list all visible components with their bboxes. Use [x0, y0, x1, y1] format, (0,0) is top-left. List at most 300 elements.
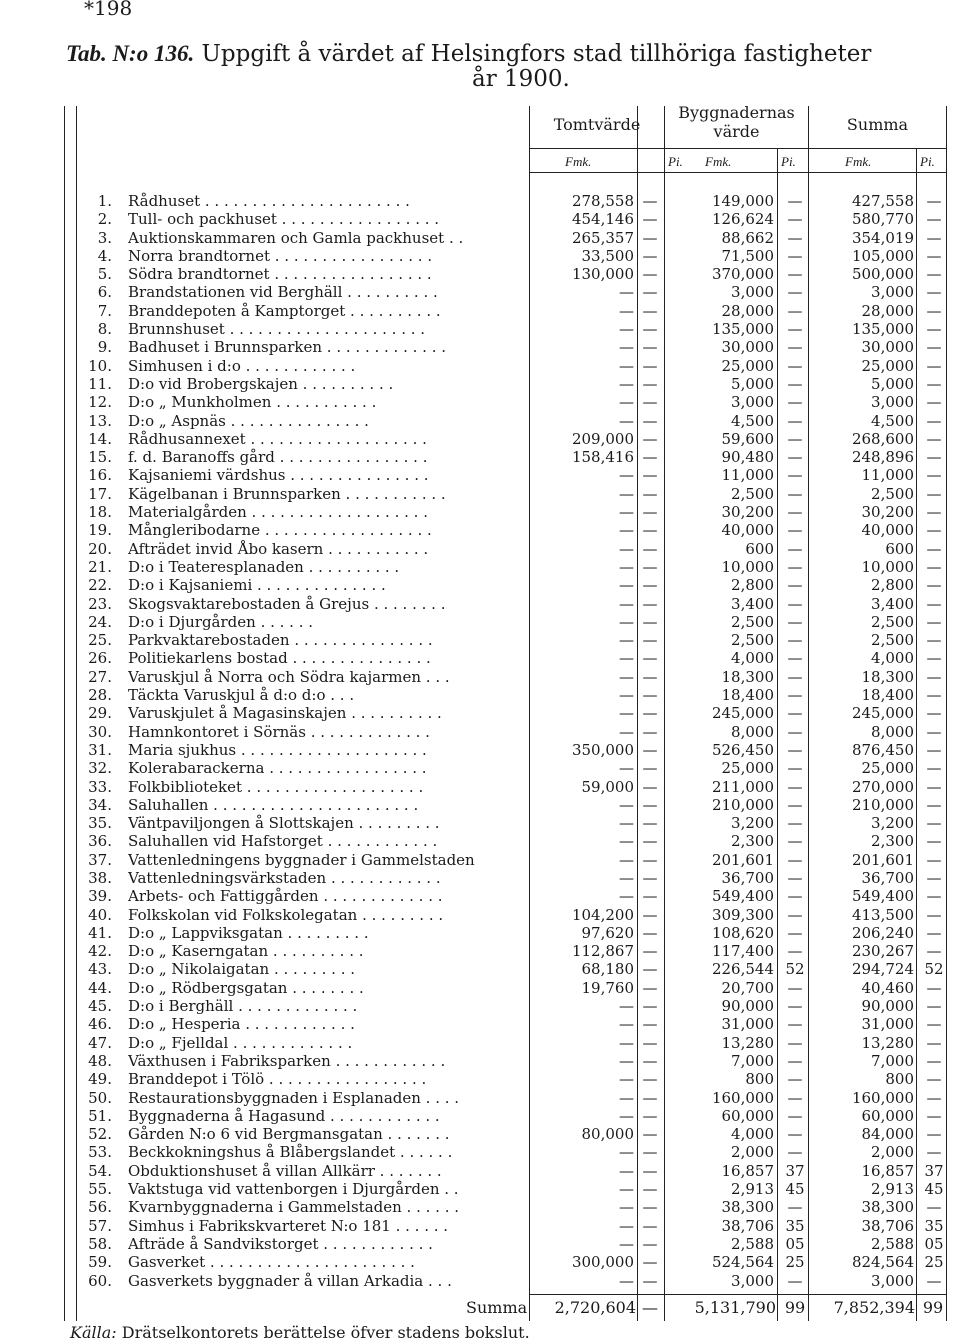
byggnader-pi: —: [787, 448, 803, 467]
tomtvarde-fmk: —: [619, 1070, 634, 1089]
row-number: 41.: [88, 923, 112, 942]
summa-fmk: 8,000: [871, 722, 914, 741]
header-byggnadernas: Byggnadernas: [678, 103, 795, 122]
byggnader-fmk: 524,564: [711, 1253, 774, 1272]
summa-pi: —: [926, 612, 942, 631]
property-name: Väntpaviljongen å Slottskajen . . . . . . . . .: [128, 814, 440, 833]
table-row: [0, 1180, 960, 1198]
property-name: Beckkokningshus å Blåbergslandet . . . . . .: [128, 1143, 453, 1162]
summa-pi: —: [926, 539, 942, 558]
row-number: 39.: [88, 887, 112, 906]
table-row: [0, 778, 960, 796]
table-row: [0, 814, 960, 832]
tomtvarde-pi: —: [642, 557, 658, 576]
tomtvarde-pi: —: [642, 466, 658, 485]
table-row: [0, 1217, 960, 1235]
summa-fmk: 84,000: [861, 1125, 914, 1144]
summa-fmk: 2,500: [871, 484, 914, 503]
byggnader-fmk: 3,200: [731, 814, 774, 833]
summa-pi: —: [926, 667, 942, 686]
byggnader-fmk: 108,620: [711, 923, 774, 942]
summa-tomt-pi: —: [642, 1298, 658, 1317]
byggnader-fmk: 13,280: [721, 1033, 774, 1052]
byggnader-fmk: 2,300: [731, 832, 774, 851]
table-row: [0, 1272, 960, 1290]
tomtvarde-fmk: 158,416: [571, 448, 634, 467]
byggnader-fmk: 2,500: [731, 631, 774, 650]
summa-fmk: 427,558: [851, 192, 914, 210]
property-name: Norra brandtornet . . . . . . . . . . . . . . . . .: [128, 246, 433, 265]
summa-pi: —: [926, 301, 942, 320]
row-number: 5.: [97, 265, 112, 284]
property-name: Arbets- och Fattiggården . . . . . . . . . . . . .: [128, 887, 443, 906]
tomtvarde-pi: —: [642, 997, 658, 1016]
tomtvarde-pi: —: [642, 539, 658, 558]
table-row: [0, 540, 960, 558]
summa-fmk: 4,500: [871, 411, 914, 430]
tomtvarde-pi: —: [642, 1198, 658, 1217]
tomtvarde-fmk: —: [619, 1088, 634, 1107]
byggnader-pi: —: [787, 686, 803, 705]
tomtvarde-fmk: —: [619, 521, 634, 540]
property-name: Varuskjul å Norra och Södra kajarmen . . .: [128, 667, 450, 686]
tomtvarde-fmk: —: [619, 557, 634, 576]
property-name: Afträde å Sandvikstorget . . . . . . . . . . . .: [128, 1234, 433, 1253]
tomtvarde-fmk: —: [619, 283, 634, 302]
summa-fmk: 38,300: [861, 1198, 914, 1217]
summa-pi: —: [926, 868, 942, 887]
table-row: [0, 1070, 960, 1088]
property-name: Kolerabarackerna . . . . . . . . . . . . . . . . .: [128, 759, 427, 778]
tomtvarde-pi: —: [642, 631, 658, 650]
tomtvarde-pi: —: [642, 1143, 658, 1162]
tomtvarde-fmk: 33,500: [581, 246, 634, 265]
tomtvarde-pi: —: [642, 411, 658, 430]
row-number: 57.: [88, 1216, 112, 1235]
row-number: 47.: [88, 1033, 112, 1052]
summa-fmk: 3,000: [871, 393, 914, 412]
byggnader-fmk: 201,601: [711, 850, 774, 869]
byggnader-pi: —: [787, 1088, 803, 1107]
byggnader-fmk: 135,000: [711, 320, 774, 339]
byggnader-pi: —: [787, 484, 803, 503]
summa-fmk: 30,000: [861, 338, 914, 357]
summa-pi: 45: [924, 1180, 944, 1199]
row-number: 26.: [88, 649, 112, 668]
table-row: [0, 430, 960, 448]
summa-fmk: 28,000: [861, 301, 914, 320]
table-row: [0, 832, 960, 850]
summa-pi: —: [926, 246, 942, 265]
byggnader-pi: —: [787, 704, 803, 723]
tomtvarde-fmk: 454,146: [571, 210, 634, 229]
summa-fmk: 10,000: [861, 557, 914, 576]
summa-pi: 25: [924, 1253, 944, 1272]
row-number: 45.: [88, 997, 112, 1016]
row-number: 38.: [88, 868, 112, 887]
byggnader-fmk: 25,000: [721, 759, 774, 778]
summa-fmk: 3,000: [871, 283, 914, 302]
property-name: Kägelbanan i Brunnsparken . . . . . . . . . . .: [128, 484, 446, 503]
tomtvarde-pi: —: [642, 576, 658, 595]
byggnader-pi: —: [787, 631, 803, 650]
summa-fmk: 13,280: [861, 1033, 914, 1052]
summa-pi: —: [926, 429, 942, 448]
property-name: Växthusen i Fabriksparken . . . . . . . . . . . .: [128, 1051, 446, 1070]
row-number: 3.: [97, 228, 112, 247]
summa-fmk: 876,450: [851, 740, 914, 759]
table-row: [0, 1034, 960, 1052]
tomtvarde-fmk: —: [619, 814, 634, 833]
summa-fmk: 36,700: [861, 868, 914, 887]
table-row: [0, 869, 960, 887]
row-number: 22.: [88, 576, 112, 595]
tomtvarde-fmk: —: [619, 1015, 634, 1034]
row-number: 48.: [88, 1051, 112, 1070]
byggnader-pi: —: [787, 283, 803, 302]
summa-fmk: 270,000: [851, 777, 914, 796]
byggnader-fmk: 245,000: [711, 704, 774, 723]
row-number: 21.: [88, 557, 112, 576]
summa-pi: —: [926, 374, 942, 393]
summa-fmk: 18,300: [861, 667, 914, 686]
table-row: [0, 924, 960, 942]
byggnader-pi: 52: [785, 960, 805, 979]
property-name: Vattenledningsvärkstaden . . . . . . . . . . . .: [128, 868, 441, 887]
byggnader-pi: —: [787, 557, 803, 576]
byggnader-pi: —: [787, 1070, 803, 1089]
title-line-1: Uppgift å värdet af Helsingfors stad tillhöriga fastigheter: [201, 41, 872, 67]
property-name: Brunnshuset . . . . . . . . . . . . . . . . . . . . .: [128, 320, 426, 339]
unit-bygg-fmk: Fmk.: [705, 154, 732, 169]
tomtvarde-fmk: —: [619, 722, 634, 741]
row-number: 56.: [88, 1198, 112, 1217]
tomtvarde-pi: —: [642, 265, 658, 284]
summa-fmk: 16,857: [861, 1161, 914, 1180]
byggnader-fmk: 2,500: [731, 484, 774, 503]
table-row: [0, 1198, 960, 1216]
byggnader-fmk: 11,000: [721, 466, 774, 485]
property-name: Afträdet invid Åbo kasern . . . . . . . . . . .: [128, 539, 429, 558]
property-name: Saluhallen vid Hafstorget . . . . . . . . . . . .: [128, 832, 438, 851]
byggnader-pi: —: [787, 429, 803, 448]
summa-pi: —: [926, 503, 942, 522]
row-number: 16.: [88, 466, 112, 485]
row-number: 27.: [88, 667, 112, 686]
byggnader-fmk: 370,000: [711, 265, 774, 284]
summa-fmk: 30,200: [861, 503, 914, 522]
tomtvarde-fmk: 278,558: [571, 192, 634, 210]
tomtvarde-fmk: —: [619, 850, 634, 869]
tomtvarde-fmk: 80,000: [581, 1125, 634, 1144]
property-name: D:o „ Aspnäs . . . . . . . . . . . . . . .: [128, 411, 369, 430]
summa-fmk: 135,000: [851, 320, 914, 339]
property-name: Rådhusannexet . . . . . . . . . . . . . . . . . . .: [128, 429, 427, 448]
table-row: [0, 595, 960, 613]
tomtvarde-fmk: —: [619, 594, 634, 613]
byggnader-fmk: 31,000: [721, 1015, 774, 1034]
property-name: D:o vid Brobergskajen . . . . . . . . . .: [128, 374, 394, 393]
summa-pi: —: [926, 1015, 942, 1034]
byggnader-fmk: 117,400: [711, 942, 774, 961]
summa-fmk: 413,500: [851, 905, 914, 924]
tomtvarde-pi: —: [642, 448, 658, 467]
property-name: Materialgården . . . . . . . . . . . . . . . . . . .: [128, 503, 428, 522]
byggnader-fmk: 8,000: [731, 722, 774, 741]
tomtvarde-pi: —: [642, 1070, 658, 1089]
tomtvarde-fmk: —: [619, 1234, 634, 1253]
row-number: 17.: [88, 484, 112, 503]
header-varde: värde: [713, 122, 760, 141]
tomtvarde-pi: —: [642, 503, 658, 522]
summa-pi: —: [926, 356, 942, 375]
summa-fmk: 31,000: [861, 1015, 914, 1034]
unit-tomt-fmk: Fmk.: [565, 154, 592, 169]
tomtvarde-pi: —: [642, 686, 658, 705]
table-row: [0, 192, 960, 210]
tomtvarde-fmk: —: [619, 868, 634, 887]
table-row: [0, 851, 960, 869]
byggnader-pi: —: [787, 320, 803, 339]
tomtvarde-pi: —: [642, 667, 658, 686]
summa-bygg: 5,131,790: [694, 1298, 776, 1317]
row-number: 55.: [88, 1180, 112, 1199]
tomtvarde-fmk: —: [619, 887, 634, 906]
byggnader-fmk: 600: [745, 539, 774, 558]
tomtvarde-pi: —: [642, 393, 658, 412]
tomtvarde-fmk: —: [619, 484, 634, 503]
summa-pi: —: [926, 192, 942, 210]
tomtvarde-fmk: —: [619, 704, 634, 723]
tomtvarde-fmk: —: [619, 1180, 634, 1199]
property-name: Simhusen i d:o . . . . . . . . . . . .: [128, 356, 356, 375]
header-byggnadernas-varde: [666, 103, 807, 141]
byggnader-pi: —: [787, 301, 803, 320]
property-name: Branddepoten å Kamptorget . . . . . . . . . .: [128, 301, 441, 320]
table-row: [0, 448, 960, 466]
property-name: Gasverket . . . . . . . . . . . . . . . . . . . . . .: [128, 1253, 415, 1272]
tomtvarde-pi: —: [642, 210, 658, 229]
summa-fmk: 2,500: [871, 612, 914, 631]
tomtvarde-pi: —: [642, 320, 658, 339]
property-name: Auktionskammaren och Gamla packhuset . .: [128, 228, 464, 247]
table-row: [0, 741, 960, 759]
tomtvarde-pi: —: [642, 228, 658, 247]
row-number: 6.: [97, 283, 112, 302]
summa-fmk: 11,000: [861, 466, 914, 485]
summa-fmk: 2,300: [871, 832, 914, 851]
tomtvarde-fmk: 265,357: [571, 228, 634, 247]
tomtvarde-pi: —: [642, 759, 658, 778]
table-row: [0, 283, 960, 301]
property-name: Kvarnbyggnaderna i Gammelstaden . . . . . .: [128, 1198, 459, 1217]
row-number: 13.: [88, 411, 112, 430]
summa-pi: 52: [924, 960, 944, 979]
summa-fmk: 248,896: [851, 448, 914, 467]
tomtvarde-pi: —: [642, 942, 658, 961]
tomtvarde-fmk: —: [619, 356, 634, 375]
table-row: [0, 1235, 960, 1253]
summa-pi: —: [926, 411, 942, 430]
property-name: D:o „ Fjelldal . . . . . . . . . . . . .: [128, 1033, 353, 1052]
summa-pi: —: [926, 1106, 942, 1125]
tomtvarde-pi: —: [642, 192, 658, 210]
row-number: 2.: [97, 210, 112, 229]
byggnader-pi: —: [787, 923, 803, 942]
tomtvarde-pi: —: [642, 246, 658, 265]
summa-fmk: 40,460: [861, 978, 914, 997]
tomtvarde-fmk: —: [619, 759, 634, 778]
property-name: Gården N:o 6 vid Bergmansgatan . . . . . . .: [128, 1125, 450, 1144]
tomtvarde-fmk: —: [619, 338, 634, 357]
byggnader-fmk: 3,000: [731, 393, 774, 412]
table-row: [0, 485, 960, 503]
row-number: 1.: [97, 192, 112, 210]
byggnader-pi: —: [787, 905, 803, 924]
byggnader-pi: —: [787, 265, 803, 284]
tomtvarde-pi: —: [642, 832, 658, 851]
property-name: D:o „ Kaserngatan . . . . . . . . . .: [128, 942, 364, 961]
property-name: Parkvaktarebostaden . . . . . . . . . . . . . . .: [128, 631, 433, 650]
table-row: [0, 1125, 960, 1143]
summa-pi: —: [926, 521, 942, 540]
summa-pi: —: [926, 631, 942, 650]
property-name: Kajsaniemi värdshus . . . . . . . . . . . . . . .: [128, 466, 429, 485]
summa-bygg-pi: 99: [784, 1298, 806, 1317]
summa-fmk: 210,000: [851, 795, 914, 814]
summa-fmk: 294,724: [851, 960, 914, 979]
byggnader-fmk: 226,544: [711, 960, 774, 979]
summa-pi: 35: [924, 1216, 944, 1235]
byggnader-fmk: 549,400: [711, 887, 774, 906]
property-name: Rådhuset . . . . . . . . . . . . . . . . . . . . . .: [128, 192, 410, 210]
tomtvarde-pi: —: [642, 429, 658, 448]
summa-pi: —: [926, 832, 942, 851]
property-name: Obduktionshuset å villan Allkärr . . . . . . .: [128, 1161, 442, 1180]
byggnader-fmk: 38,300: [721, 1198, 774, 1217]
summa-fmk: 580,770: [851, 210, 914, 229]
source-note: [70, 1323, 530, 1342]
property-name: Folkskolan vid Folkskolegatan . . . . . . . . .: [128, 905, 444, 924]
tomtvarde-pi: —: [642, 777, 658, 796]
tomtvarde-fmk: —: [619, 649, 634, 668]
summa-pi: —: [926, 1051, 942, 1070]
summa-pi: —: [926, 338, 942, 357]
tomtvarde-fmk: 59,000: [581, 777, 634, 796]
tomtvarde-pi: —: [642, 704, 658, 723]
summa-pi: —: [926, 997, 942, 1016]
row-number: 12.: [88, 393, 112, 412]
summa-pi: —: [926, 686, 942, 705]
tomtvarde-pi: —: [642, 868, 658, 887]
tomtvarde-fmk: —: [619, 1161, 634, 1180]
table-row: [0, 906, 960, 924]
summa-label: Summa: [466, 1298, 528, 1317]
row-number: 49.: [88, 1070, 112, 1089]
summa-pi: —: [926, 466, 942, 485]
tomtvarde-pi: —: [642, 1180, 658, 1199]
row-number: 36.: [88, 832, 112, 851]
byggnader-fmk: 526,450: [711, 740, 774, 759]
tomtvarde-fmk: —: [619, 667, 634, 686]
tomtvarde-fmk: 19,760: [581, 978, 634, 997]
summa-pi: —: [926, 320, 942, 339]
rule-summa-top: [529, 1294, 947, 1295]
summa-pi: —: [926, 795, 942, 814]
byggnader-fmk: 2,000: [731, 1143, 774, 1162]
byggnader-pi: —: [787, 612, 803, 631]
byggnader-fmk: 90,480: [721, 448, 774, 467]
page-number: *198: [84, 0, 133, 20]
table-row: [0, 1143, 960, 1161]
summa-fmk: 800: [885, 1070, 914, 1089]
byggnader-pi: —: [787, 192, 803, 210]
property-name: Brandstationen vid Berghäll . . . . . . . . . .: [128, 283, 438, 302]
table-row: [0, 393, 960, 411]
byggnader-fmk: 4,500: [731, 411, 774, 430]
table-title: [66, 41, 871, 67]
summa-pi: —: [926, 1033, 942, 1052]
property-name: D:o i Kajsaniemi . . . . . . . . . . . . . .: [128, 576, 386, 595]
table-row: [0, 558, 960, 576]
tomtvarde-fmk: —: [619, 466, 634, 485]
byggnader-pi: —: [787, 539, 803, 558]
summa-pi: —: [926, 1143, 942, 1162]
summa-row: [0, 1298, 960, 1318]
property-name: f. d. Baranoffs gård . . . . . . . . . . . . . . . .: [128, 448, 428, 467]
table-row: [0, 1089, 960, 1107]
tomtvarde-fmk: —: [619, 1216, 634, 1235]
summa-fmk: 25,000: [861, 356, 914, 375]
byggnader-pi: —: [787, 868, 803, 887]
tomtvarde-pi: —: [642, 1234, 658, 1253]
row-number: 30.: [88, 722, 112, 741]
summa-fmk: 3,000: [871, 1271, 914, 1290]
byggnader-pi: —: [787, 393, 803, 412]
byggnader-fmk: 28,000: [721, 301, 774, 320]
property-name: D:o „ Munkholmen . . . . . . . . . . .: [128, 393, 377, 412]
byggnader-fmk: 3,400: [731, 594, 774, 613]
row-number: 15.: [88, 448, 112, 467]
row-number: 43.: [88, 960, 112, 979]
table-row: [0, 521, 960, 539]
table-row: [0, 412, 960, 430]
byggnader-fmk: 25,000: [721, 356, 774, 375]
row-number: 18.: [88, 503, 112, 522]
property-name: Branddepot i Tölö . . . . . . . . . . . . . . . . .: [128, 1070, 427, 1089]
table-row: [0, 1107, 960, 1125]
byggnader-fmk: 30,200: [721, 503, 774, 522]
table-row: [0, 1253, 960, 1271]
summa-fmk: 2,000: [871, 1143, 914, 1162]
table-row: [0, 375, 960, 393]
row-number: 51.: [88, 1106, 112, 1125]
byggnader-fmk: 210,000: [711, 795, 774, 814]
property-name: Vattenledningens byggnader i Gammelstaden: [128, 850, 475, 869]
byggnader-fmk: 60,000: [721, 1106, 774, 1125]
tomtvarde-pi: —: [642, 484, 658, 503]
tomtvarde-fmk: —: [619, 612, 634, 631]
summa-pi: —: [926, 978, 942, 997]
byggnader-fmk: 800: [745, 1070, 774, 1089]
table-row: [0, 210, 960, 228]
property-name: Badhuset i Brunnsparken . . . . . . . . . . . . .: [128, 338, 447, 357]
tomtvarde-fmk: —: [619, 1051, 634, 1070]
tomtvarde-fmk: —: [619, 795, 634, 814]
property-name: Maria sjukhus . . . . . . . . . . . . . . . . . . . .: [128, 740, 427, 759]
byggnader-pi: —: [787, 1198, 803, 1217]
summa-pi: —: [926, 740, 942, 759]
